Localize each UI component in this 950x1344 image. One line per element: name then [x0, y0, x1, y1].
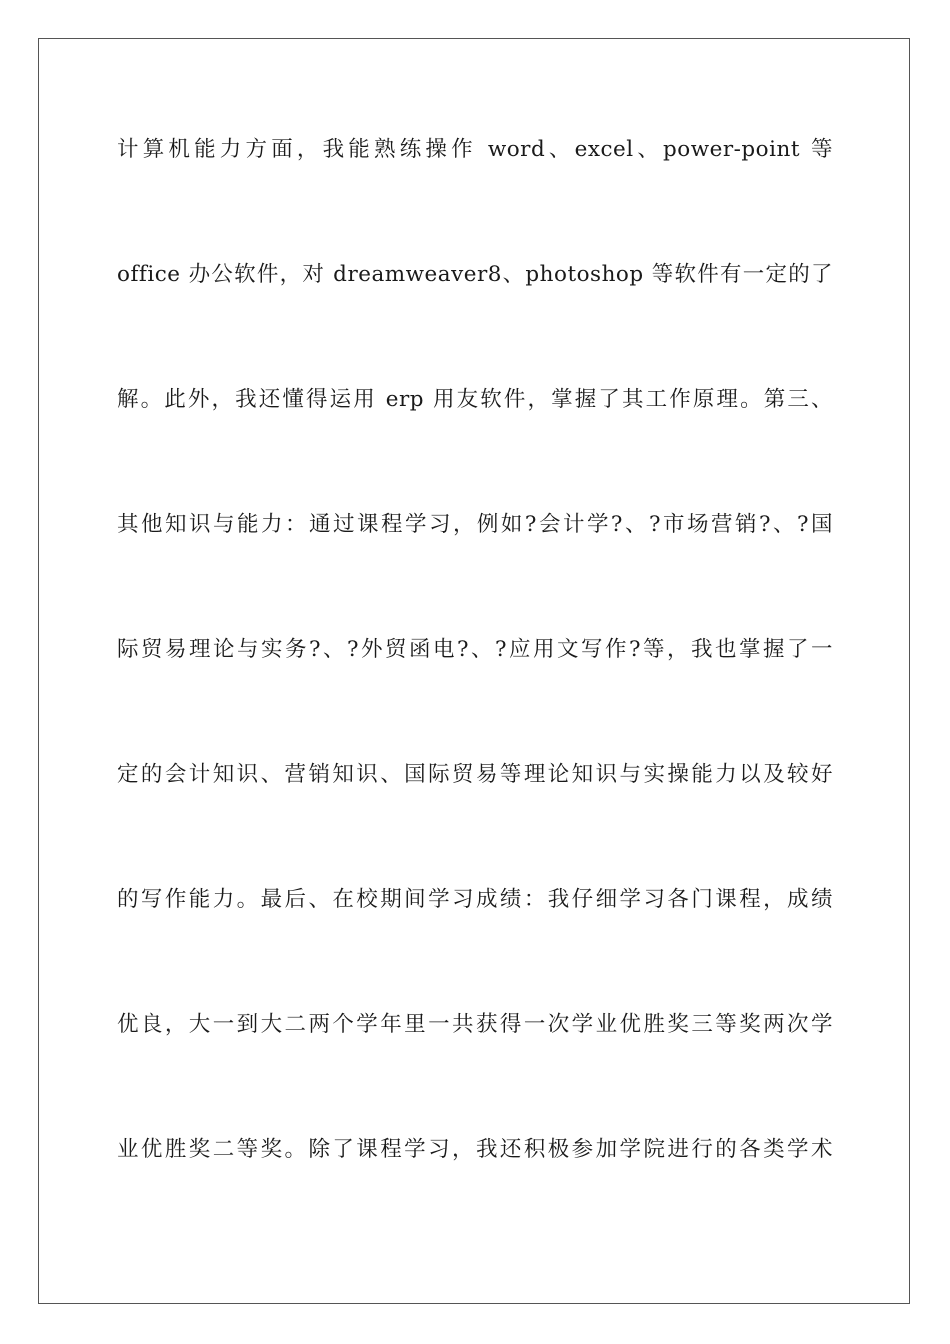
text-line: office 办公软件，对 dreamweaver8、photoshop 等软件有一定的了 — [117, 262, 833, 287]
text-line: 业优胜奖二等奖。除了课程学习，我还积极参加学院进行的各类学术 — [117, 1137, 833, 1162]
text-line: 际贸易理论与实务?、?外贸函电?、?应用文写作?等，我也掌握了一 — [117, 637, 833, 662]
text-line: 优良，大一到大二两个学年里一共获得一次学业优胜奖三等奖两次学 — [117, 1012, 833, 1037]
text-line: 的写作能力。最后、在校期间学习成绩：我仔细学习各门课程，成绩 — [117, 887, 833, 912]
text-line: 定的会计知识、营销知识、国际贸易等理论知识与实操能力以及较好 — [117, 762, 833, 787]
text-line: 其他知识与能力：通过课程学习，例如?会计学?、?市场营销?、?国 — [117, 512, 833, 537]
text-line: 计算机能力方面，我能熟练操作 word、excel、power-point 等 — [117, 137, 833, 162]
document-body — [117, 130, 833, 1255]
text-line: 解。此外，我还懂得运用 erp 用友软件，掌握了其工作原理。第三、 — [117, 387, 833, 412]
